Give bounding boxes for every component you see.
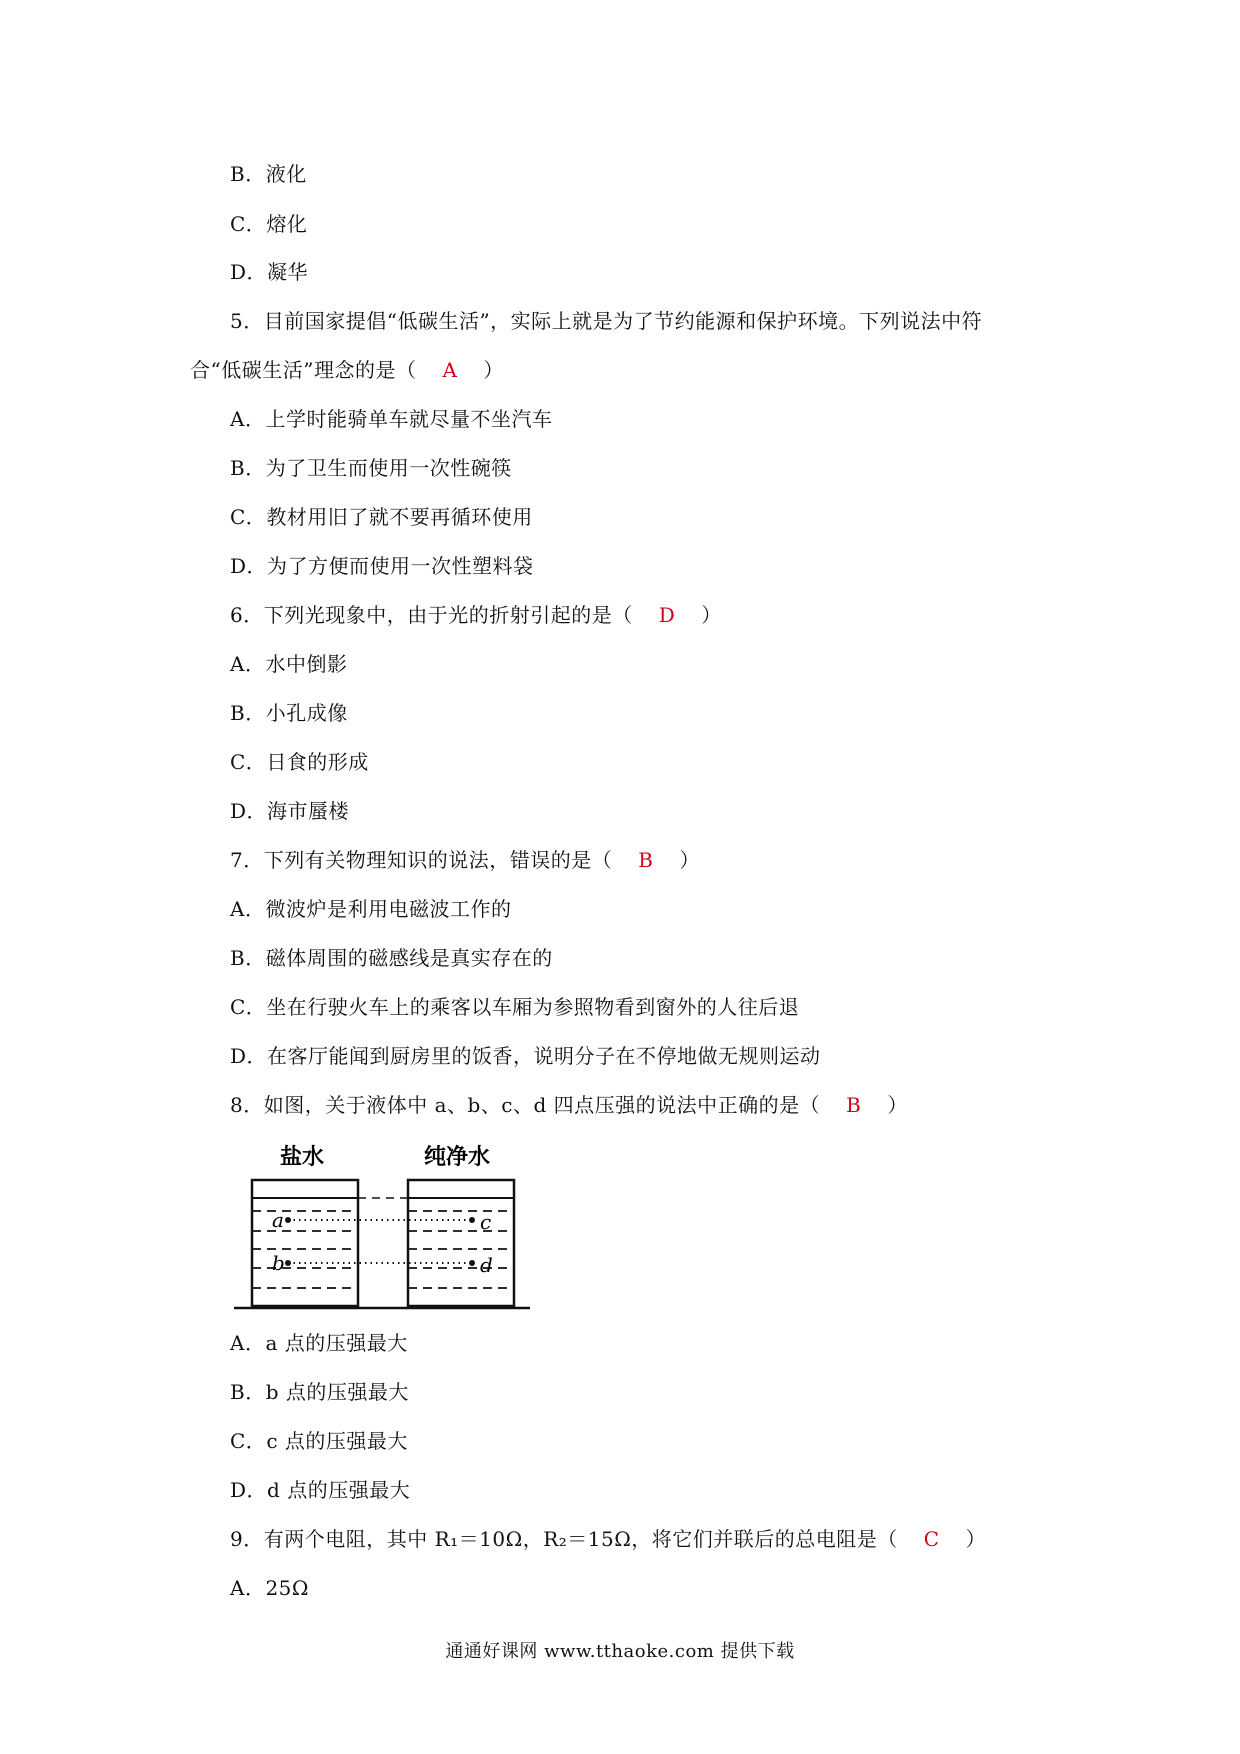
question-8-stem: 8．如图，关于液体中 a、b、c、d 四点压强的说法中正确的是（ B ） bbox=[230, 1093, 908, 1117]
point-b-label: b bbox=[272, 1251, 285, 1275]
option-q4-c: C．熔化 bbox=[230, 212, 308, 236]
point-a-label: a bbox=[272, 1208, 284, 1232]
answer-q5: A bbox=[442, 358, 458, 382]
point-d-dot bbox=[469, 1260, 475, 1266]
option-q7-d: D．在客厅能闻到厨房里的饭香，说明分子在不停地做无规则运动 bbox=[230, 1044, 821, 1068]
answer-q6: D bbox=[658, 603, 676, 627]
option-q6-d: D．海市蜃楼 bbox=[230, 799, 350, 823]
answer-q7: B bbox=[638, 848, 654, 872]
question-5-stem-line2: 合“低碳生活”理念的是（ A ） bbox=[190, 358, 504, 382]
point-a-dot bbox=[285, 1217, 291, 1223]
option-q7-a: A．微波炉是利用电磁波工作的 bbox=[230, 897, 512, 921]
label-pure-water: 纯净水 bbox=[424, 1145, 491, 1170]
option-q5-d: D．为了方便而使用一次性塑料袋 bbox=[230, 554, 534, 578]
option-q8-d: D．d 点的压强最大 bbox=[230, 1478, 411, 1502]
option-q9-a: A．25Ω bbox=[230, 1576, 309, 1600]
option-q4-d: D．凝华 bbox=[230, 260, 309, 284]
question-5-stem-line1: 5．目前国家提倡“低碳生活”，实际上就是为了节约能源和保护环境。下列说法中符 bbox=[230, 309, 983, 333]
point-d-label: d bbox=[480, 1253, 493, 1277]
point-b-dot bbox=[285, 1260, 291, 1266]
option-q4-b: B．液化 bbox=[230, 162, 307, 186]
option-q8-b: B．b 点的压强最大 bbox=[230, 1380, 409, 1404]
option-q7-b: B．磁体周围的磁感线是真实存在的 bbox=[230, 946, 553, 970]
point-c-dot bbox=[469, 1217, 475, 1223]
option-q7-c: C．坐在行驶火车上的乘客以车厢为参照物看到窗外的人往后退 bbox=[230, 995, 800, 1019]
question-9-stem: 9．有两个电阻，其中 R₁＝10Ω，R₂＝15Ω，将它们并联后的总电阻是（ C ） bbox=[230, 1527, 987, 1551]
page-footer: 通通好课网 www.tthaoke.com 提供下载 bbox=[445, 1641, 795, 1662]
answer-q9: C bbox=[923, 1527, 940, 1551]
option-q5-c: C．教材用旧了就不要再循环使用 bbox=[230, 505, 533, 529]
option-q6-c: C．日食的形成 bbox=[230, 750, 369, 774]
point-c-label: c bbox=[480, 1210, 492, 1234]
liquid-pressure-diagram bbox=[232, 1138, 542, 1318]
label-salt-water: 盐水 bbox=[280, 1145, 325, 1170]
question-6-stem: 6．下列光现象中，由于光的折射引起的是（ D ） bbox=[230, 603, 722, 627]
option-q5-b: B．为了卫生而使用一次性碗筷 bbox=[230, 456, 512, 480]
option-q6-b: B．小孔成像 bbox=[230, 701, 348, 725]
question-7-stem: 7．下列有关物理知识的说法，错误的是（ B ） bbox=[230, 848, 700, 872]
option-q8-a: A．a 点的压强最大 bbox=[230, 1331, 408, 1355]
option-q8-c: C．c 点的压强最大 bbox=[230, 1429, 408, 1453]
liquid-pressure-figure bbox=[232, 1138, 542, 1318]
answer-q8: B bbox=[846, 1093, 862, 1117]
option-q5-a: A．上学时能骑单车就尽量不坐汽车 bbox=[230, 407, 553, 431]
option-q6-a: A．水中倒影 bbox=[230, 652, 348, 676]
